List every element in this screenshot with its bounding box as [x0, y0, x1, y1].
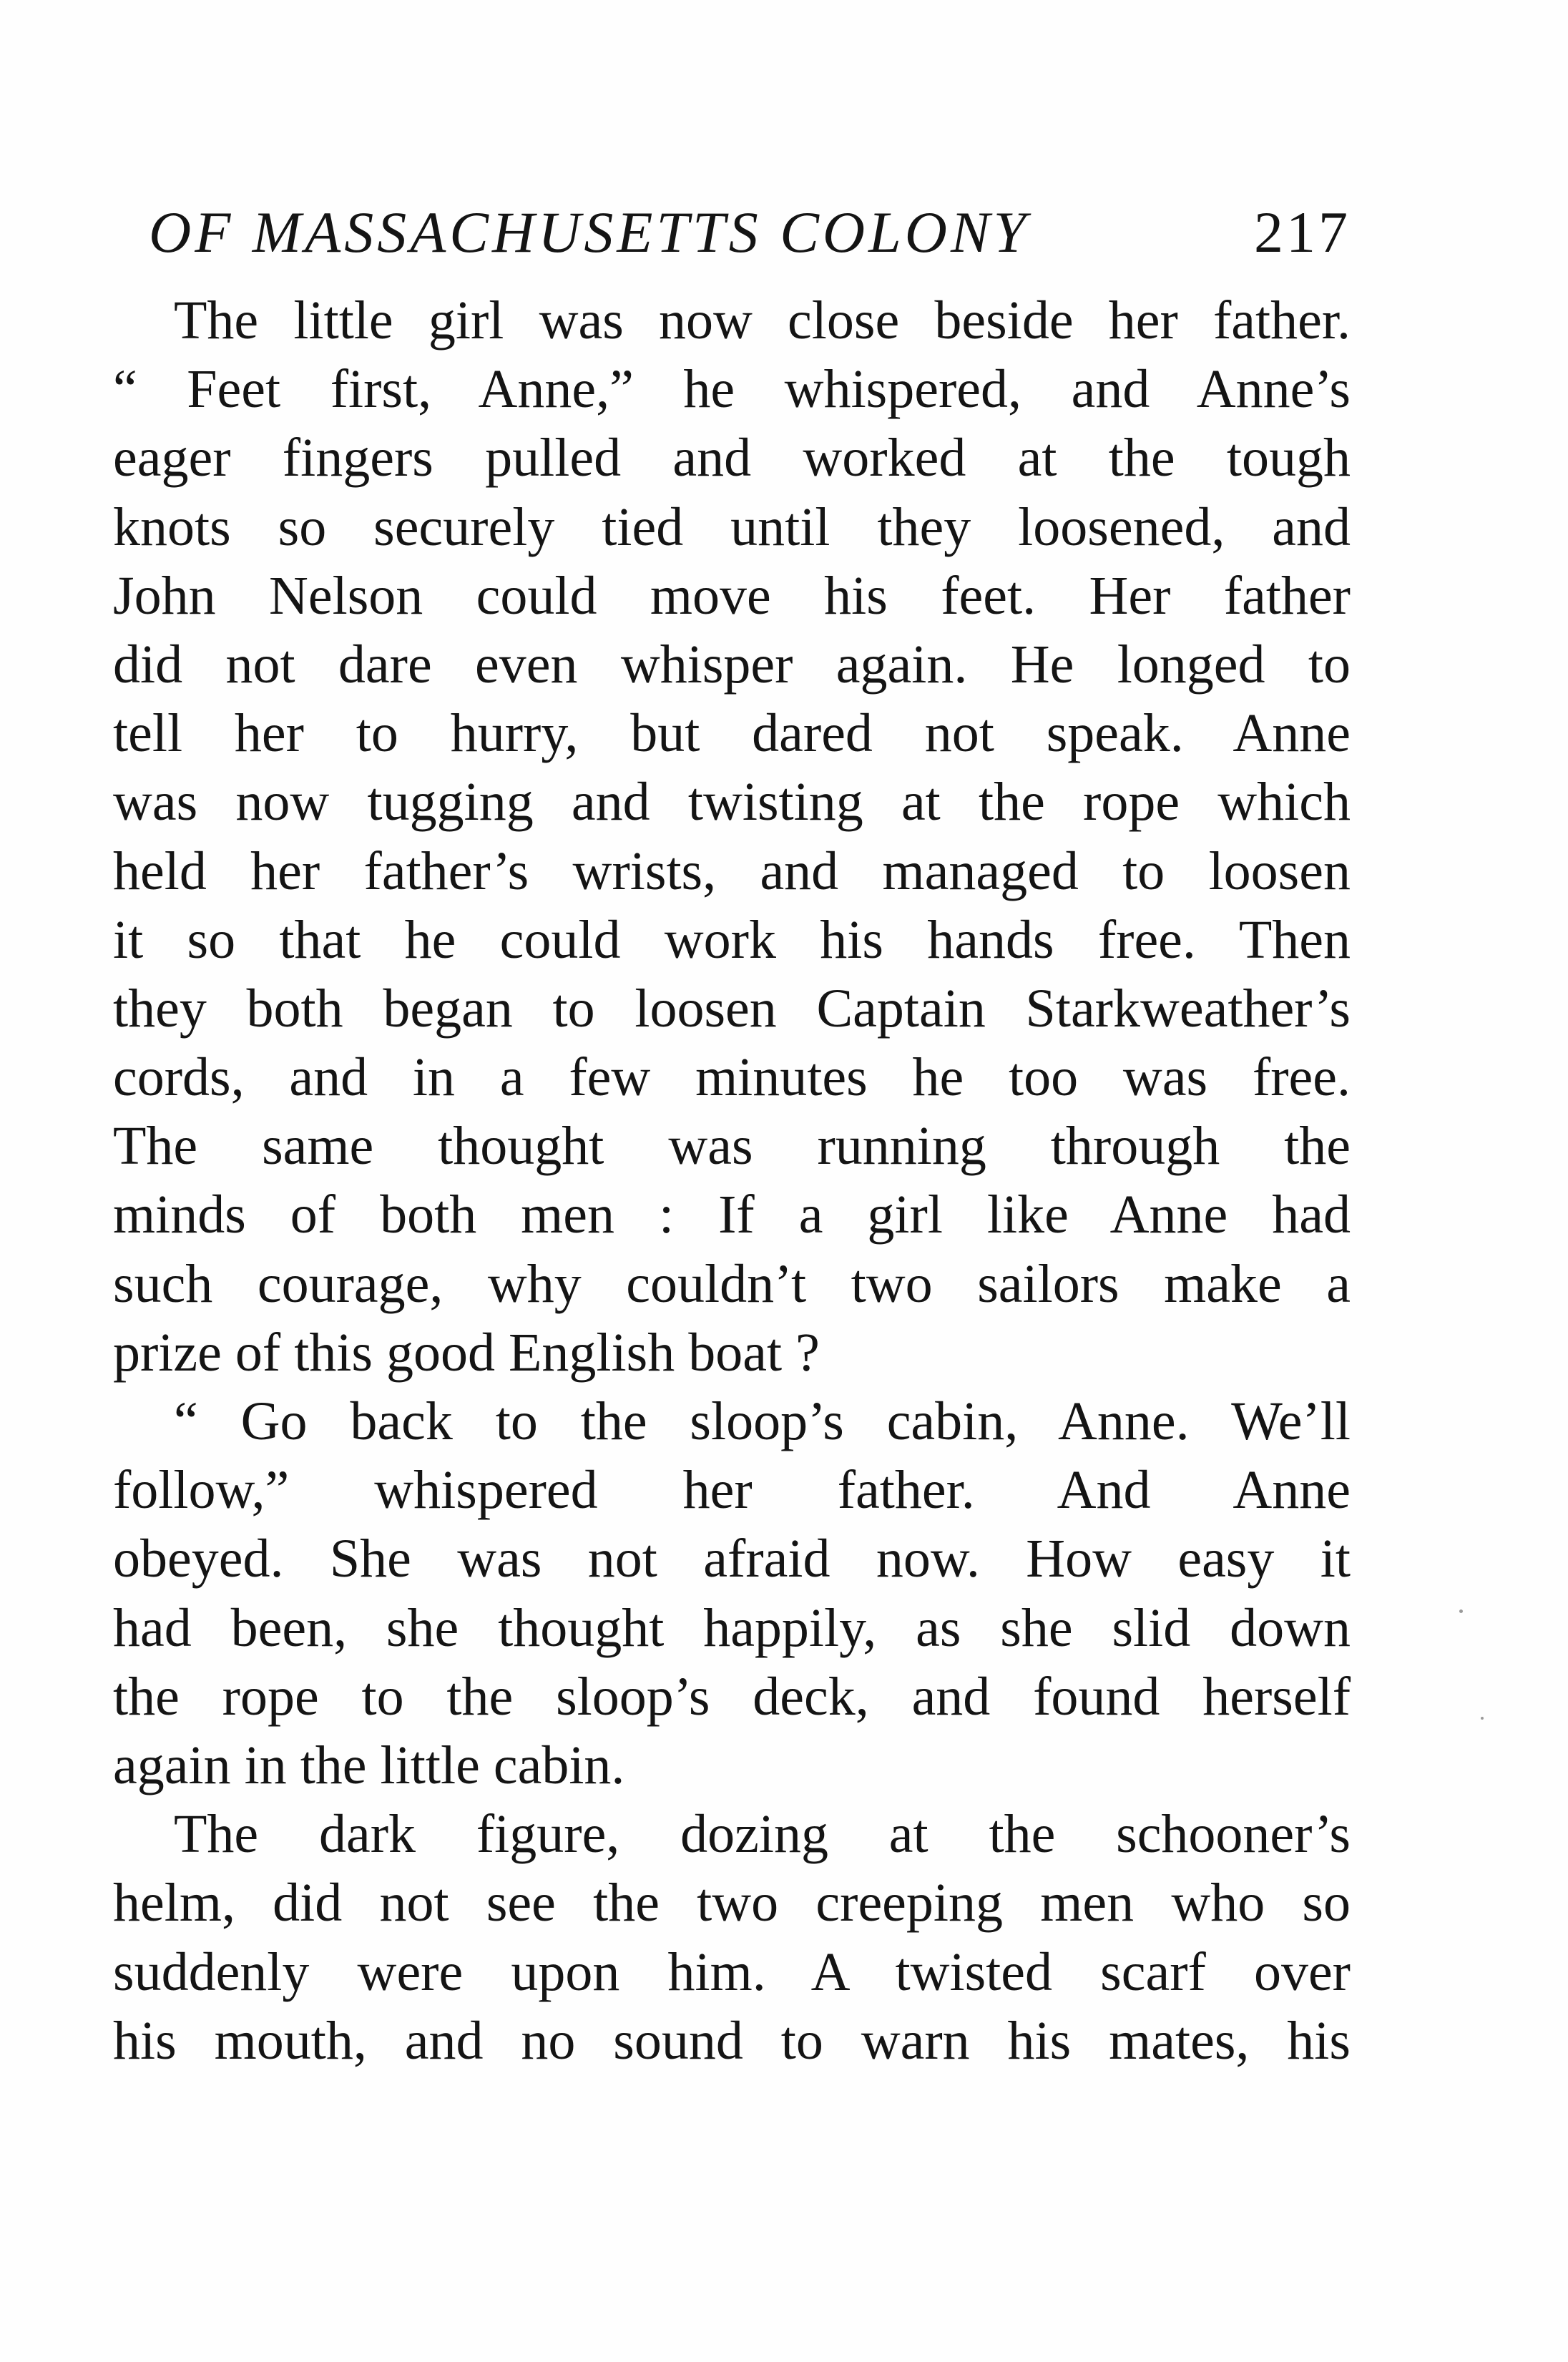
text-line: again in the little cabin. — [113, 1735, 625, 1795]
text-line: “ Feet first, Anne,” he whispered, and Anne’s — [113, 359, 1351, 420]
text-line: held her father’s wrists, and managed to loosen — [113, 841, 1351, 901]
body-text — [113, 286, 1351, 2075]
text-line: The dark figure, dozing at the schooner’s — [174, 1804, 1351, 1865]
running-head: OF MASSACHUSETTS COLONY — [149, 200, 1030, 265]
text-line: obeyed. She was not afraid now. How easy it — [113, 1529, 1351, 1589]
text-line: cords, and in a few minutes he too was free. — [113, 1047, 1351, 1108]
text-line: had been, she thought happily, as she slid down — [113, 1597, 1351, 1658]
text-line: “ Go back to the sloop’s cabin, Anne. We’ll — [174, 1391, 1351, 1451]
text-line: follow,” whispered her father. And Anne — [113, 1460, 1351, 1521]
text-line: helm, did not see the two creeping men who so — [113, 1873, 1351, 1934]
text-line: tell her to hurry, but dared not speak. Anne — [113, 703, 1351, 764]
text-line: it so that he could work his hands free. Then — [113, 909, 1351, 970]
text-line: John Nelson could move his feet. Her father — [113, 565, 1351, 626]
paper-speck — [1459, 1609, 1463, 1613]
paper-speck — [1481, 1717, 1484, 1720]
text-line: his mouth, and no sound to warn his mates, his — [113, 2010, 1351, 2071]
text-line: minds of both men : If a girl like Anne had — [113, 1185, 1351, 1245]
text-line: they both began to loosen Captain Starkweather’s — [113, 978, 1351, 1039]
text-line: The little girl was now close beside her father. — [174, 290, 1351, 351]
page-number: 217 — [1254, 200, 1351, 265]
text-line: prize of this good English boat ? — [113, 1322, 820, 1383]
text-line: such courage, why couldn’t two sailors make a — [113, 1253, 1351, 1314]
text-line: knots so securely tied until they loosened, and — [113, 496, 1351, 557]
text-line: did not dare even whisper again. He longed to — [113, 634, 1351, 695]
text-line: eager fingers pulled and worked at the tough — [113, 428, 1351, 489]
text-line: was now tugging and twisting at the rope which — [113, 772, 1351, 833]
text-line: suddenly were upon him. A twisted scarf over — [113, 1941, 1351, 2002]
text-line: the rope to the sloop’s deck, and found herself — [113, 1666, 1351, 1727]
page-header — [113, 193, 1351, 272]
text-line: The same thought was running through the — [113, 1116, 1351, 1177]
